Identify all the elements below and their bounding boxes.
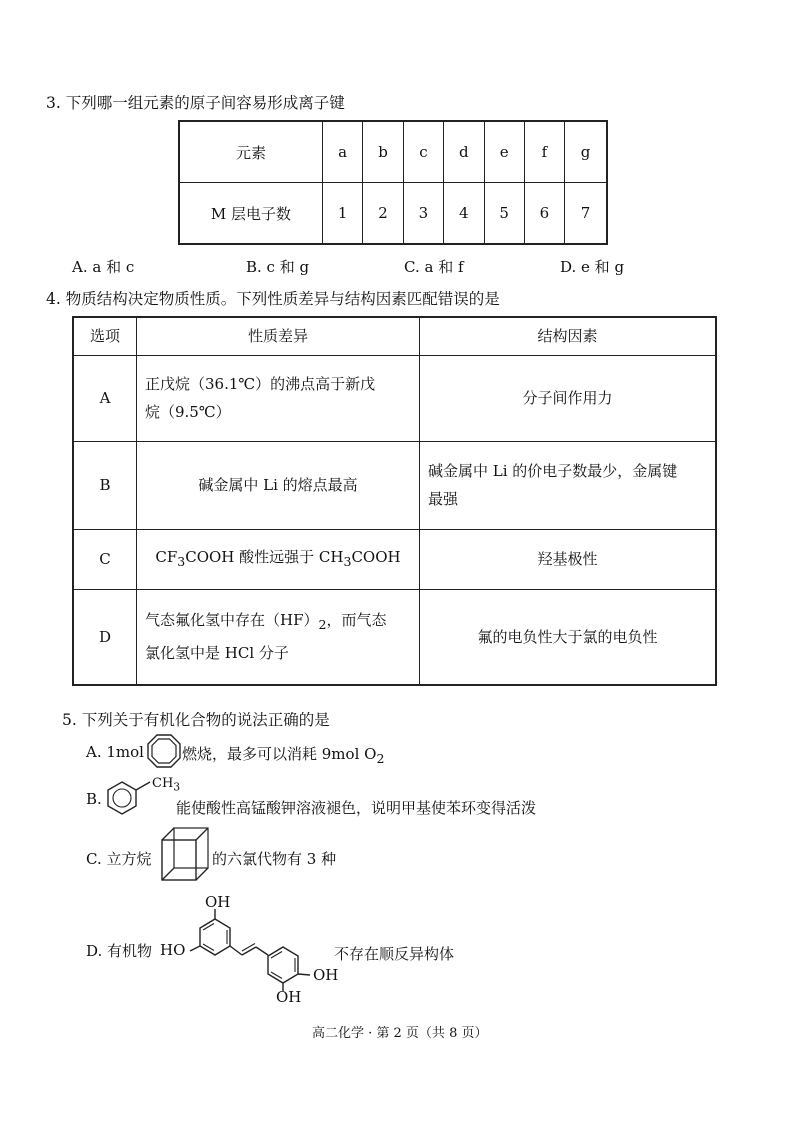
q5-option-d-ho: HO <box>160 941 186 959</box>
page-footer: 高二化学 · 第 2 页（共 8 页） <box>312 1026 488 1041</box>
q4-row-b-option: B <box>73 441 137 529</box>
q3-cell-count: 7 <box>565 183 607 245</box>
q5-option-b-post: 能使酸性高锰酸钾溶液褪色，说明甲基使苯环变得活泼 <box>176 799 537 817</box>
q3-table <box>178 120 608 245</box>
q4-row-c-sub: 3 <box>343 553 352 569</box>
q4-header-factor: 结构因素 <box>420 317 717 355</box>
q3-cell-letter: e <box>484 121 524 183</box>
q4-row-c-text: CF <box>155 547 178 566</box>
q4-table <box>72 316 717 686</box>
q4-row-b[interactable] <box>73 441 716 529</box>
resveratrol-structure-icon <box>180 905 330 1005</box>
q5-option-b-pre[interactable]: B. <box>86 790 102 808</box>
q4-row-b-difference: 碱金属中 Li 的熔点最高 <box>137 441 420 529</box>
q5-option-b-sub: 3 <box>173 780 181 794</box>
q3-cell-count: 6 <box>524 183 564 245</box>
q4-row-c[interactable] <box>73 529 716 589</box>
cyclooctatetraene-structure-icon <box>146 733 182 769</box>
q3-cell-letter: a <box>323 121 363 183</box>
q3-row-elements <box>179 121 607 183</box>
q4-row-a-diff-line1: 正戊烷（36.1℃）的沸点高于新戊 <box>145 375 376 393</box>
q3-row-counts <box>179 183 607 245</box>
q4-row-a-option: A <box>73 355 137 441</box>
q4-row-d-text: 气态氟化氢中存在（HF） <box>145 611 319 630</box>
q4-row-d-sub: 2 <box>318 617 327 633</box>
q4-row-c-text: COOH <box>351 547 401 566</box>
q3-header-element: 元素 <box>179 121 323 183</box>
q5-option-d-post: 不存在顺反异构体 <box>334 945 455 963</box>
q5-option-b-methyl <box>152 776 180 794</box>
q3-cell-count: 5 <box>484 183 524 245</box>
q4-title: 4. 物质结构决定物质性质。下列性质差异与结构因素匹配错误的是 <box>46 290 500 308</box>
q5-option-c-pre[interactable]: C. 立方烷 <box>86 850 152 868</box>
q3-option-d[interactable]: D. e 和 g <box>560 258 625 276</box>
q4-row-c-sub: 3 <box>177 553 186 569</box>
q3-cell-count: 1 <box>323 183 363 245</box>
q5-option-d-oh-right: OH <box>313 966 339 984</box>
q4-row-d-option: D <box>73 589 137 685</box>
q4-row-a-difference <box>137 355 420 441</box>
q3-option-b[interactable]: B. c 和 g <box>246 258 310 276</box>
q4-row-c-option: C <box>73 529 137 589</box>
q4-row-d[interactable] <box>73 589 716 685</box>
q4-row-d-diff-line2: 氯化氢中是 HCl 分子 <box>145 644 289 663</box>
q4-row-a-diff-line2: 烷（9.5℃） <box>145 403 231 421</box>
q3-cell-count: 3 <box>403 183 443 245</box>
q4-row-d-text: ，而气态 <box>326 611 387 630</box>
q4-row-b-factor <box>420 441 717 529</box>
q4-row-c-factor: 羟基极性 <box>420 529 717 589</box>
q3-cell-letter: b <box>363 121 404 183</box>
q4-row-c-difference <box>137 529 420 589</box>
q5-option-c-post: 的六氯代物有 3 种 <box>212 850 337 868</box>
q3-cell-count: 2 <box>363 183 404 245</box>
q5-option-b-ch: CH <box>152 776 174 791</box>
q3-cell-count: 4 <box>444 183 485 245</box>
q5-option-a-sub: 2 <box>376 751 385 766</box>
q5-option-a-pre[interactable]: A. 1mol <box>86 743 144 761</box>
q3-header-m-shell: M 层电子数 <box>179 183 323 245</box>
q3-cell-letter: c <box>403 121 443 183</box>
q4-row-d-factor: 氟的电负性大于氯的电负性 <box>420 589 717 685</box>
q5-option-a-text: 燃烧，最多可以消耗 9mol O <box>182 745 377 763</box>
q3-title: 3. 下列哪一组元素的原子间容易形成离子键 <box>46 94 345 112</box>
q4-row-a[interactable] <box>73 355 716 441</box>
q4-header-row <box>73 317 716 355</box>
q3-option-a[interactable]: A. a 和 c <box>72 258 135 276</box>
q4-row-d-difference <box>137 589 420 685</box>
q4-row-b-factor-line2: 最强 <box>428 490 459 508</box>
cubane-structure-icon <box>160 826 212 884</box>
q4-row-d-diff-line1 <box>145 606 411 639</box>
q4-header-difference: 性质差异 <box>137 317 420 355</box>
q5-option-a-post <box>182 743 384 766</box>
q3-cell-letter: f <box>524 121 564 183</box>
q3-cell-letter: d <box>444 121 485 183</box>
q3-option-c[interactable]: C. a 和 f <box>404 258 464 276</box>
q4-row-c-text: COOH 酸性远强于 CH <box>185 547 344 566</box>
q4-row-a-factor: 分子间作用力 <box>420 355 717 441</box>
q3-cell-letter: g <box>565 121 607 183</box>
q5-title: 5. 下列关于有机化合物的说法正确的是 <box>62 711 330 729</box>
q5-option-d-pre[interactable]: D. 有机物 <box>86 942 153 960</box>
q4-header-option: 选项 <box>73 317 137 355</box>
q4-row-b-factor-line1: 碱金属中 Li 的价电子数最少，金属键 <box>428 462 678 480</box>
q5-option-d-oh-bottom: OH <box>276 988 302 1006</box>
q5-option-d-oh-top: OH <box>205 893 231 911</box>
